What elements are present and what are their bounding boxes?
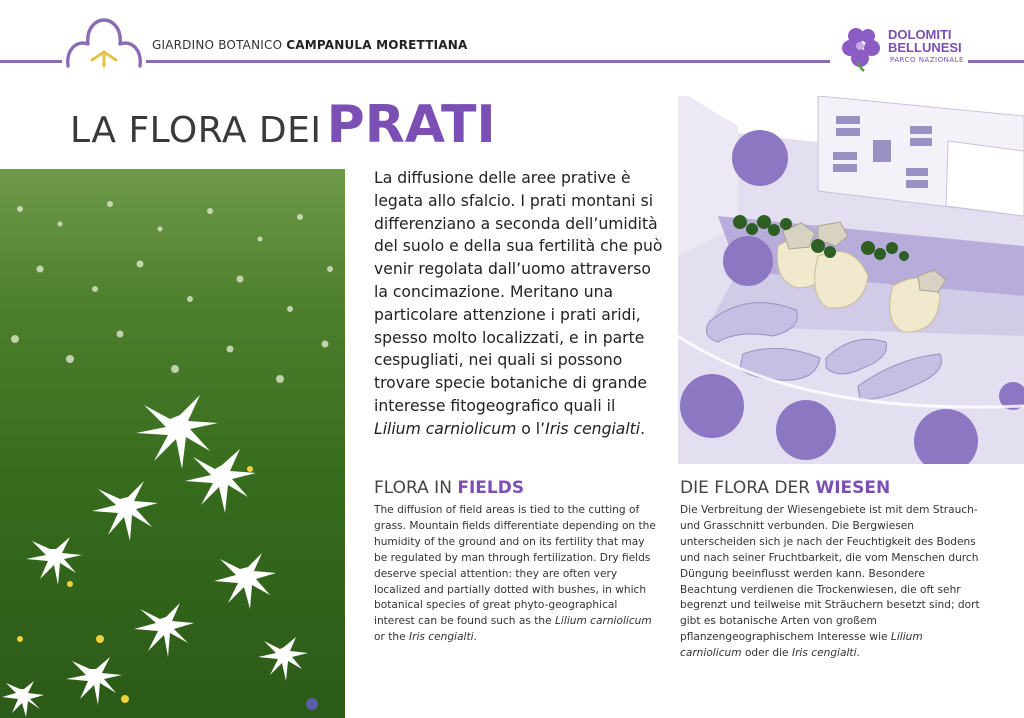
page-title-bold: PRATI: [326, 95, 496, 155]
intro-species-iris: Iris cengialti: [545, 419, 641, 438]
intro-conj: o l’: [521, 419, 546, 438]
page-title: [70, 95, 496, 167]
english-species-iris: Iris cengialti: [408, 631, 474, 644]
german-section-title: [680, 478, 890, 498]
intro-text: La diffusione delle aree prative è legata allo sfalcio. I prati montani si differenziano a seconda dell’umidità del suolo e della sua fertilità che può venir regolata dall’uomo attraverso la concimazione. Meritano una particolare attenzione i prati aridi, spesso molto localizzati, e in parte cespugliati, nei quali si possono trovare specie botaniche di grande interesse fitogeografico quali il: [374, 169, 663, 415]
german-text: Die Verbreitung der Wiesengebiete ist mit dem Strauch- und Grasschnitt verbunden. Die Bergwiesen unterscheiden sich je nach der Feuchtigkeit des Bodens und nach seiner Fruchtbarkeit, die vom Menschen durch Düngung beeinflusst werden kann. Besondere Beachtung verdienen die Trockenwiesen, die oft sehr begrenzt und teilweise mit Sträuchern besetzt sind; dort gibt es botanische Arten von großem pflanzengeographischem Interesse wie: [680, 504, 980, 644]
german-paragraph: [680, 503, 980, 662]
header-rule-right: [968, 60, 1024, 63]
page-title-light: LA FLORA DEI: [70, 110, 322, 151]
english-title-bold: FIELDS: [457, 478, 525, 498]
campanula-flower-logo-icon: [62, 14, 146, 70]
garden-name-bold: CAMPANULA MORETTIANA: [286, 38, 468, 52]
german-species-iris: Iris cengialti: [791, 647, 857, 660]
garden-name-light: GIARDINO BOTANICO: [152, 38, 283, 52]
garden-map-illustration: [678, 96, 1024, 464]
park-name: [888, 28, 962, 54]
german-conj: oder die: [744, 647, 789, 660]
english-text: The diffusion of field areas is tied to the cutting of grass. Mountain fields differentiate depending on the humidity of the ground and on its fertility that may be regulated by man through fertilization. Dry fields deserve special attention: they are often very localized and partially dotted with bushes, in which botanical species of great phyto-geographical interest can be found such as the: [374, 504, 656, 628]
park-subtitle: PARCO NAZIONALE: [890, 56, 964, 64]
english-section-title: [374, 478, 524, 498]
intro-end: .: [640, 419, 646, 438]
english-title-light: FLORA IN: [374, 478, 452, 498]
german-title-bold: WIESEN: [815, 478, 891, 498]
english-conj: or the: [374, 631, 406, 644]
park-flower-icon: [838, 22, 886, 72]
park-name-line1: DOLOMITI: [888, 27, 952, 42]
german-title-light: DIE FLORA DER: [680, 478, 811, 498]
english-paragraph: [374, 503, 658, 646]
intro-species-lilium: Lilium carniolicum: [374, 419, 517, 438]
meadow-lilies-photo: [0, 169, 345, 718]
park-name-line2: BELLUNESI: [888, 40, 962, 55]
english-species-lilium: Lilium carniolicum: [555, 615, 652, 628]
intro-paragraph: [374, 167, 664, 441]
english-end: .: [473, 631, 477, 644]
german-end: .: [856, 647, 860, 660]
garden-name: [152, 38, 467, 52]
german-species-lilium: Lilium carniolicum: [680, 631, 923, 660]
